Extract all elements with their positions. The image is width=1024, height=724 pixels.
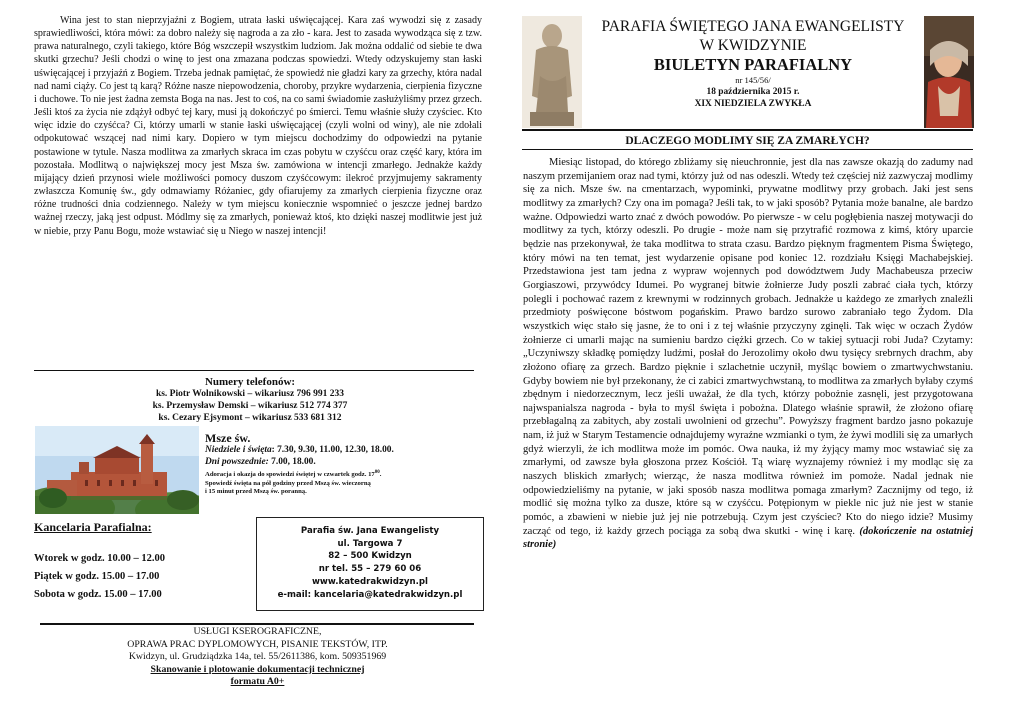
issue-number: nr 145/56/	[735, 75, 771, 85]
services-line: Skanowanie i plotowanie dokumentacji technicznej	[150, 663, 365, 675]
article-continuation: Wina jest to stan nieprzyjaźni z Bogiem, utrata łaski uświęcającej. Kara zaś wywodzi się z zasady sprawiedliwości, która mówi: za dobro należy się nagroda a za zło - kara. Jest to zasada wywodząca się z tzw. prawa naturalnego, czyli takiego, które Bóg wszczepił wszystkim ludziom. Jak można oddalić od siebie te dwa skutki grzechu? Jeśli chodzi o winę to jest ona zmazana podczas spowiedzi. Wtedy odzyskujemy stan łaski uświęcającej i przyjaźń z Bogiem. Trzeba jednak pamiętać, że spowiedź nie gładzi kary za grzechy, która nadal nad nami ciąży. Co jest tą karą? Różne nasze niepowodzenia, choroby, przykre wydarzenia, cierpienia fizyczne i duchowe. To nie jest żadna zemsta Boga na nas. Jest to coś, na co sami świadomie zasłużyliśmy przez grzech. Jeśli ktoś za życia nie zdążył odbyć tej kary, musi ją dokończyć po śmierci. Temu właśnie służy czyściec. Kto więc idzie do czyśćca? Ci, którzy umarli w stanie łaski uświęcającej (czyli wolni od winy), ale nie zdołali odpokutować wszącej nad nimi kary. Dopiero w tym miejscu dochodzimy do odpowiedzi na pytanie postawione w tytule. Nasza modlitwa za zmarłych skraca im czas pobytu w czyśćcu oraz część kary, która im pozostała. Modlitwą o największej mocy jest Msza św. zamówiona w intencji zmarłego. Jednakże każdy mijający dzień przynosi wiele możliwości pomocy duszom czyśćcowym: ilekroć przyjmujemy sakramenty zwłaszcza Komunię św., gdy odmawiamy Różaniec, gdy ofiarujemy za zmarłych cierpienia fizyczne oraz różne trudności dnia codziennego. Należy w tym miejscu koniecznie wspomnieć o jeszcze jednej bardzo ważnej rzeczy, jaką jest odpust. Módlmy się za zmarłych, ponieważ ktoś, kto dzięki naszej modlitwie jest już w niebie, przy Panu Bogu, może wstawiać się u Niego w naszej intencji!	[34, 15, 482, 237]
services-line: OPRAWA PRAC DYPLOMOWYCH, PISANIE TEKSTÓW, ITP.	[127, 638, 388, 650]
parish-name: PARAFIA ŚWIĘTEGO JANA EWANGELISTY	[601, 18, 905, 35]
weekday-label: Dni powszednie:	[205, 457, 269, 467]
adoration-note-end: .	[379, 471, 382, 479]
divider	[34, 370, 474, 371]
divider	[522, 149, 973, 150]
adoration-note-sup: 00	[374, 470, 380, 475]
website-link[interactable]: www.katedrakwidzyn.pl	[311, 576, 428, 587]
office-hours: Piątek w godz. 15.00 – 17.00	[34, 571, 160, 582]
services-line: formatu A0+	[230, 676, 285, 688]
address-line: Parafia św. Jana Ewangelisty	[300, 526, 440, 536]
parish-office	[34, 518, 254, 604]
address-box	[256, 517, 484, 611]
address-line: ul. Targowa 7	[337, 538, 403, 549]
mass-schedule	[205, 432, 490, 497]
phone-numbers	[120, 376, 380, 424]
article-body	[523, 156, 973, 552]
divider	[40, 623, 474, 625]
services-ad	[60, 626, 455, 689]
office-hours: Sobota w godz. 15.00 – 17.00	[34, 589, 162, 600]
weekday-times: 7.00, 18.00.	[268, 457, 316, 467]
confession-note: Spowiedź święta na pół godziny przed Mszą św. wieczorną	[205, 479, 371, 487]
castle-image	[35, 426, 199, 514]
bulletin-title: BIULETYN PARAFIALNY	[653, 55, 853, 74]
services-line: USŁUGI KSEROGRAFICZNE,	[193, 626, 322, 637]
office-hours: Wtorek w godz. 10.00 – 12.00	[34, 553, 166, 564]
masses-heading: Msze św.	[205, 431, 251, 445]
sunday-times: : 7.30, 9.30, 11.00, 12.30, 18.00.	[271, 445, 394, 455]
address-line: 82 – 500 Kwidzyn	[328, 551, 412, 562]
phone-line: ks. Piotr Wolnikowski – wikariusz 796 991 233	[155, 389, 345, 399]
phone-line: ks. Przemysław Demski – wikariusz 512 774 377	[152, 401, 348, 411]
continued-note: (dokończenie na ostatniej stronie)	[523, 525, 974, 551]
article-text: Miesiąc listopad, do którego zbliżamy się nieuchronnie, jest dla nas zawsze okazją do zadumy nad naszym przemijaniem oraz nad tymi, którzy już od nas odeszli. Wtedy też częściej niż zazwyczaj modlimy się za nich. Msze św. na cmentarzach, wypominki, prywatne modlitwy przy grobach. Jaki jest sens modlitwy za zmarłych? Czy ona im pomaga? Jeśli tak, to w jaki sposób? Pytania może banalne, ale bardzo ważne. Odpowiedzi warto znać z dwóch powodów. Po pierwsze - w celu pogłębienia naszej motywacji do modlitwy za tych, którzy odeszli. Po drugie - może nam się przytrafić rozmowa z kimś, który uparcie będzie nas przekonywał, że taka modlitwa to strata czasu. Bardzo pięknym fragmentem Pisma Świętego, który mówi na ten temat, jest wydarzenie opisane pod koniec 12. rozdziału Księgi Machabejskiej. Przedstawiona jest tam jedna z wypraw wojennych pod dowództwem Judy Machabeusza przeciw Gorgiaszowi, przywódcy Idumei. Po wygranej bitwie żołnierze Judy poszli zabrać ciała tych, którzy polegli i pochować razem z krewnymi w rodzinnych grobach. Jednakże u każdego ze zmarłych znaleźli przedmioty poświęcone bóstwom pogańskim. Prawo bardzo surowo zabraniało tego Żydom. Dla wszystkich więc stało się jasne, że to oni i z tej właśnie przyczyny zginęli. Tak więc w oczach Żydów żołnierze ci umarli mając na sumieniu bardzo ciężki grzech. Co w takiej sytuacji robi Juda? Czytamy: „Uczyniwszy składkę pomiędzy ludźmi, posłał do Jerozolimy około dwu tysięcy srebrnych drachm, aby złożono ofiarę za grzech. Bardzo pięknie i szlachetnie uczynił, myśląc bowiem o zmartwychwstaniu. Gdyby bowiem nie był przekonany, że ci zabici zmartwychwstaną, to modlitwa za zmarłych byłaby czymś zbędnym i niedorzecznym, lecz jeśli uważał, że dla tych, którzy pobożnie zasnęli, jest przygotowana najwspanialsza nagroda - była to myśl święta i pobożna. Dlatego właśnie sprawił, że złożono ofiarę przebłagalną za zabitych, aby zostali uwolnieni od grzechu”. Powyższy fragment bardzo jasno pokazuje nam, iż już w Starym Testamencie odnajdujemy wyraźne wzmianki o tym, że żywi modlili się za umarłych gdyż wierzyli, że ich modlitwa może im pomóc. Owa nauka, iż my żyjący mamy moc wstawiać się za zmarłymi, od zawsze była głoszona przez Kościół. Tą wiarę wyznajemy również i my modląc się za naszych bliskich zmarłych; wierząc, że nasza modlitwa również im pomoże. Nadal jednak nie odpowiedzieliśmy na pytanie, w jaki sposób nasza modlitwa pomaga zmarłym? Zacznijmy od tego, iż modlić się można tylko za dusze, które są w czyśćcu. Potępionym w piekle nic już nie jest w stanie pomóc, a zbawieni w niebie już jej nie potrzebują. Czym jest czyściec? Kto do niego idzie? Musimy zacząć od tego, iż każdy grzech pociąga za sobą dwa skutki - winę i karę.	[523, 157, 973, 537]
article-title: DLACZEGO MODLIMY SIĘ ZA ZMARŁYCH?	[625, 135, 870, 147]
masthead	[585, 18, 921, 110]
liturgical-sunday: XIX NIEDZIELA ZWYKŁA	[694, 99, 812, 109]
parish-town: W KWIDZYNIE	[699, 37, 807, 54]
sunday-label: Niedziele i święta	[205, 445, 272, 455]
address-line: nr tel. 55 – 279 60 06	[318, 564, 422, 575]
phones-heading: Numery telefonów:	[204, 376, 296, 388]
adoration-note: Adoracja i okazja do spowiedzi świętej w czwartek godz. 17	[205, 471, 375, 479]
phone-line: ks. Cezary Ejsymont – wikariusz 533 681 312	[158, 413, 342, 423]
services-line: Kwidzyn, ul. Grudziądzka 14a, tel. 55/2611386, kom. 509351969	[128, 651, 387, 663]
saint-painting-image	[924, 16, 974, 128]
email-link[interactable]: e-mail: kancelaria@katedrakwidzyn.pl	[277, 589, 463, 600]
divider	[522, 129, 973, 131]
saint-statue-image	[522, 16, 582, 128]
confession-note: i 15 minut przed Mszą św. poranną.	[205, 488, 307, 496]
office-heading: Kancelaria Parafialna:	[34, 520, 152, 534]
issue-date: 18 października 2015 r.	[706, 87, 800, 97]
